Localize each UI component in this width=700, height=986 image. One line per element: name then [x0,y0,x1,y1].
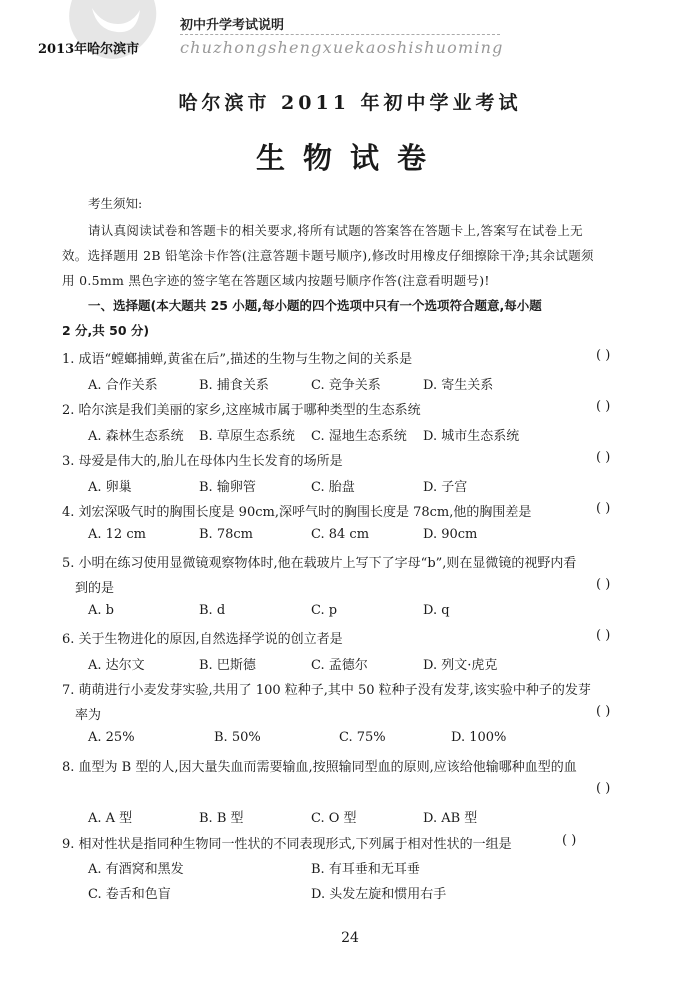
notice-line: 用 0.5mm 黑色字迹的签字笔在答题区域内按题号顺序作答(注意看明题号)! [62,273,490,288]
answer-paren: ( ) [596,628,611,643]
exam-subject: 生物试卷 [255,141,444,175]
option-b: B. 输卵管 [199,480,256,495]
option-d: D. 城市生态系统 [423,429,520,444]
exam-title: 哈尔滨市 2011 年初中学业考试 [178,92,522,114]
section-heading-cont: 2 分,共 50 分) [62,323,150,338]
option-d: D. 子宫 [423,480,468,495]
option-b: B. B 型 [199,811,244,826]
question-stem: 9. 相对性状是指同种生物同一性状的不同表现形式,下列属于相对性状的一组是 [62,837,512,852]
option-a: A. 有酒窝和黑发 [88,862,184,877]
option-d: D. 100% [451,730,507,745]
option-d: D. 90cm [423,527,478,542]
answer-paren: ( ) [596,781,611,796]
question-stem: 1. 成语“螳螂捕蝉,黄雀在后”,描述的生物与生物之间的关系是 [62,352,413,367]
question-stem: 3. 母爱是伟大的,胎儿在母体内生长发育的场所是 [62,454,343,469]
option-d: D. 头发左旋和惯用右手 [311,887,447,902]
option-a: A. b [88,603,114,618]
option-a: A. A 型 [88,811,133,826]
option-c: C. 竞争关系 [311,378,381,393]
page-number: 24 [341,930,359,946]
answer-paren: ( ) [596,704,611,719]
header-pinyin: chuzhongshengxuekaoshishuoming [180,38,504,57]
option-a: A. 卵巢 [88,480,132,495]
option-d: D. AB 型 [423,811,478,826]
header-dashed-rule [180,34,500,35]
option-b: B. d [199,603,226,618]
option-d: D. 列文·虎克 [423,658,498,673]
option-b: B. 草原生态系统 [199,429,295,444]
option-b: B. 有耳垂和无耳垂 [311,862,420,877]
question-stem: 7. 萌萌进行小麦发芽实验,共用了 100 粒种子,其中 50 粒种子没有发芽,该实验中种子的发芽 [62,683,591,698]
header-series-title: 初中升学考试说明 [180,18,285,33]
option-c: C. O 型 [311,811,357,826]
header-year-city: 2013年哈尔滨市 [38,42,140,57]
option-c: C. 84 cm [311,527,370,542]
option-a: A. 12 cm [88,527,146,542]
option-b: B. 巴斯德 [199,658,256,673]
section-heading: 一、选择题(本大题共 25 小题,每小题的四个选项中只有一个选项符合题意,每小题 [88,298,542,313]
option-a: A. 森林生态系统 [88,429,184,444]
option-a: A. 达尔文 [88,658,145,673]
notice-line: 效。选择题用 2B 铅笔涂卡作答(注意答题卡题号顺序),修改时用橡皮仔细擦除干净;其余试题须 [62,248,594,263]
option-c: C. 孟德尔 [311,658,368,673]
option-c: C. 湿地生态系统 [311,429,407,444]
notice-heading: 考生须知: [88,196,143,211]
option-b: B. 78cm [199,527,253,542]
answer-paren: ( ) [596,501,611,516]
question-stem-cont: 率为 [75,708,102,723]
notice-line: 请认真阅读试卷和答题卡的相关要求,将所有试题的答案答在答题卡上,答案写在试卷上无 [88,223,583,238]
question-stem: 8. 血型为 B 型的人,因大量失血而需要输血,按照输同型血的原则,应该给他输哪种血型的血 [62,760,577,775]
option-d: D. q [423,603,450,618]
option-d: D. 寄生关系 [423,378,494,393]
option-b: B. 50% [214,730,261,745]
answer-paren: ( ) [596,348,611,363]
answer-paren: ( ) [596,399,611,414]
question-stem: 6. 关于生物进化的原因,自然选择学说的创立者是 [62,632,343,647]
option-a: A. 25% [88,730,135,745]
answer-paren: ( ) [596,450,611,465]
option-c: C. 卷舌和色盲 [88,887,171,902]
question-stem: 5. 小明在练习使用显微镜观察物体时,他在载玻片上写下了字母“b”,则在显微镜的视野内看 [62,556,577,571]
option-a: A. 合作关系 [88,378,158,393]
question-stem: 4. 刘宏深吸气时的胸围长度是 90cm,深呼气时的胸围长度是 78cm,他的胸围差是 [62,505,532,520]
option-c: C. 胎盘 [311,480,355,495]
answer-paren: ( ) [596,577,611,592]
option-c: C. p [311,603,338,618]
option-c: C. 75% [339,730,386,745]
answer-paren: ( ) [562,833,577,848]
option-b: B. 捕食关系 [199,378,269,393]
question-stem: 2. 哈尔滨是我们美丽的家乡,这座城市属于哪种类型的生态系统 [62,403,421,418]
question-stem-cont: 到的是 [75,581,115,596]
